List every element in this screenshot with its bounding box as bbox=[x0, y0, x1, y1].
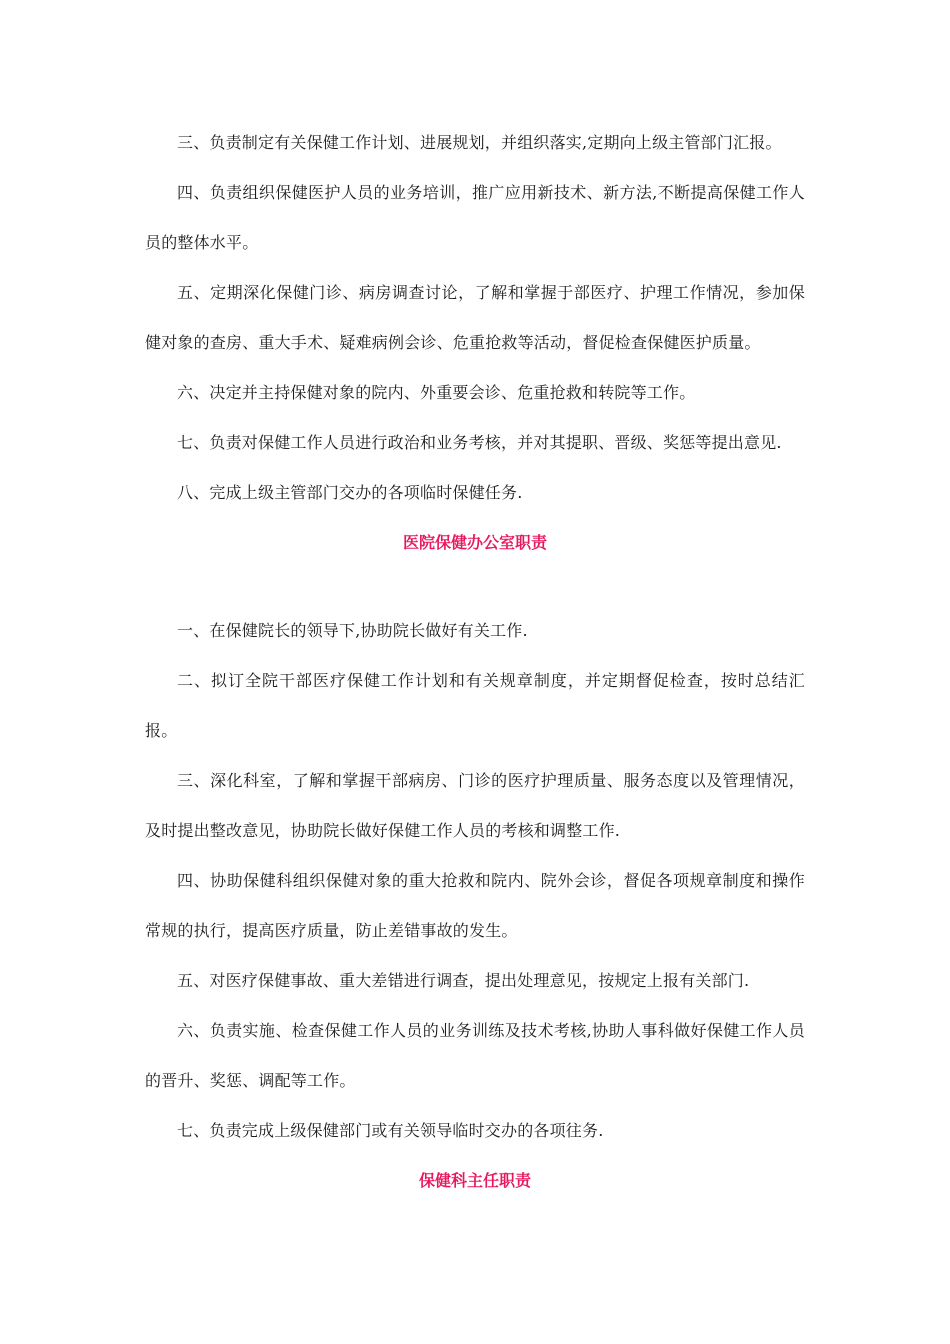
section-heading-office-duties: 医院保健办公室职责 bbox=[402, 533, 547, 552]
paragraph-6: 八、完成上级主管部门交办的各项临时保健任务. bbox=[177, 483, 523, 502]
paragraph-5: 七、负责对保健工作人员进行政治和业务考核，并对其提职、晋级、奖惩等提出意见. bbox=[177, 433, 782, 452]
paragraph-1: 三、负责制定有关保健工作计划、进展规划，并组织落实,定期向上级主管部门汇报。 bbox=[177, 133, 782, 152]
office-paragraph-1: 一、在保健院长的领导下,协助院长做好有关工作. bbox=[177, 621, 528, 640]
paragraph-4: 六、决定并主持保健对象的院内、外重要会诊、危重抢救和转院等工作。 bbox=[177, 383, 696, 402]
office-paragraph-3: 三、深化科室，了解和掌握干部病房、门诊的医疗护理质量、服务态度以及管理情况，及时提出整改意见，协助院长做好保健工作人员的考核和调整工作. bbox=[145, 771, 805, 840]
office-paragraph-5: 五、对医疗保健事故、重大差错进行调查，提出处理意见，按规定上报有关部门. bbox=[177, 971, 750, 990]
office-paragraph-6: 六、负责实施、检查保健工作人员的业务训练及技术考核,协助人事科做好保健工作人员的晋升、奖惩、调配等工作。 bbox=[145, 1021, 805, 1090]
office-paragraph-7: 七、负责完成上级保健部门或有关领导临时交办的各项往务. bbox=[177, 1121, 604, 1140]
office-paragraph-4: 四、协助保健科组织保健对象的重大抢救和院内、院外会诊，督促各项规章制度和操作常规的执行，提高医疗质量，防止差错事故的发生。 bbox=[145, 871, 805, 940]
office-paragraph-2: 二、拟订全院干部医疗保健工作计划和有关规章制度，并定期督促检查，按时总结汇报。 bbox=[145, 671, 805, 740]
section-heading-director-duties: 保健科主任职责 bbox=[418, 1171, 531, 1190]
document-body bbox=[145, 118, 805, 1206]
paragraph-3: 五、定期深化保健门诊、病房调查讨论，了解和掌握于部医疗、护理工作情况，参加保健对象的查房、重大手术、疑难病例会诊、危重抢救等活动，督促检查保健医护质量。 bbox=[145, 283, 805, 352]
paragraph-2: 四、负责组织保健医护人员的业务培训，推广应用新技术、新方法,不断提高保健工作人员的整体水平。 bbox=[145, 183, 805, 252]
